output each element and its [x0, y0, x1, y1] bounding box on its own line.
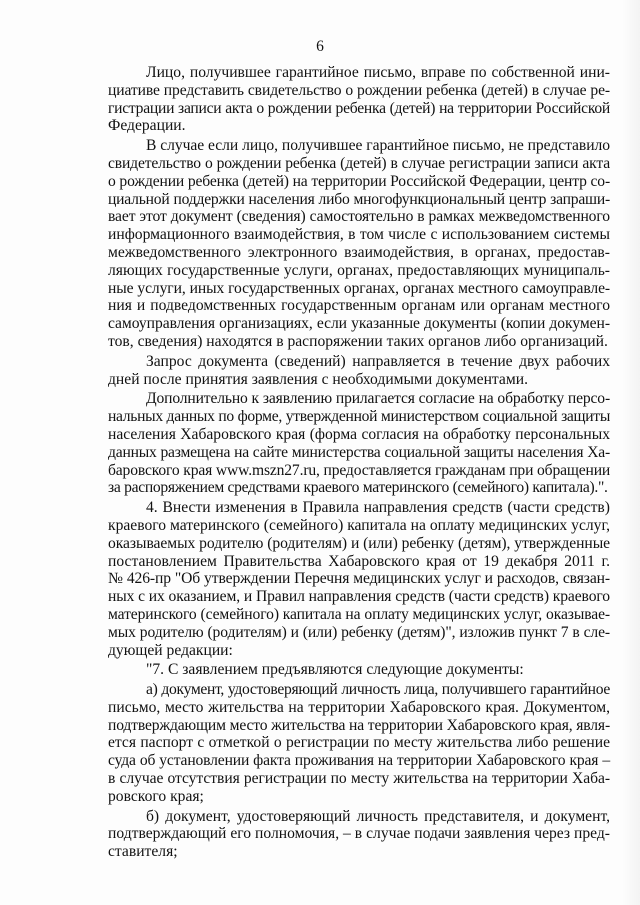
text-line: ставителя;: [108, 843, 178, 861]
text-line: самоуправления организациях, если указанные документы (копии докумен-: [108, 315, 610, 333]
page-number: 6: [316, 38, 324, 55]
text-line: вает этот документ (сведения) самостоятельно в рамках межведомственного: [108, 208, 610, 226]
text-line: Дополнительно к заявлению прилагается согласие на обработку персо-: [146, 390, 610, 408]
text-line: дующей редакции:: [108, 641, 233, 659]
text-line: оказываемых родителю (родителям) и (или) ребенку (детям), утвержденные: [108, 534, 610, 552]
text-line: материнского (семейного) капитала на оплату медицинских услуг, оказывае-: [108, 605, 610, 623]
text-line: Федерации.: [108, 117, 186, 135]
text-line: ные услуги, иных государственных органах, органах местного самоуправле-: [108, 279, 610, 297]
text-line: баровского края www.mszn27.ru, предоставляется гражданам при обращении: [108, 461, 611, 479]
paragraph: [108, 353, 610, 389]
paragraph: [108, 64, 610, 135]
text-line: постановлением Правительства Хабаровского края от 19 декабря 2011 г.: [108, 552, 610, 570]
text-line: ния и подведомственных государственным органам или органам местного: [108, 297, 610, 315]
text-line: гистрации записи акта о рождении ребенка (детей) на территории Российской: [108, 99, 610, 117]
text-line: "7. С заявлением предъявляются следующие документы:: [146, 661, 524, 679]
paragraph: [108, 499, 610, 659]
text-line: б) документ, удостоверяющий личность представителя, и документ,: [146, 807, 610, 825]
paragraph: [108, 661, 610, 679]
text-line: свидетельство о рождении ребенка (детей) в случае регистрации записи акта: [108, 154, 610, 172]
document-body: [108, 64, 610, 863]
text-line: дней после принятия заявления с необходимыми документами.: [108, 370, 528, 388]
scan-edge-shadow: [622, 0, 640, 905]
text-line: о рождении ребенка (детей) на территории Российской Федерации, центр со-: [108, 172, 610, 190]
text-line: 4. Внести изменения в Правила направления средств (части средств): [146, 499, 610, 517]
text-line: межведомственного электронного взаимодействия, в органах, предостав-: [108, 243, 610, 261]
paragraph: [108, 137, 610, 351]
text-line: Лицо, получившее гарантийное письмо, вправе по собственной ини-: [146, 64, 610, 81]
text-line: населения Хабаровского края (форма согласия на обработку персональных: [108, 425, 610, 443]
text-line: ных с их оказанием, и Правил направления средств (части средств) краевого: [108, 588, 610, 606]
text-line: ляющих государственные услуги, органах, предоставляющих муниципаль-: [108, 261, 610, 279]
text-line: информационного взаимодействия, в том числе с использованием системы: [108, 226, 610, 244]
text-line: тов, сведения) находятся в распоряжении таких органов либо организаций.: [108, 332, 608, 350]
text-line: циативе представить свидетельство о рождении ребенка (детей) в случае ре-: [108, 81, 610, 99]
text-line: данных размещена на сайте министерства социальной защиты населения Ха-: [108, 443, 610, 461]
text-line: за распоряжением средствами краевого материнского (семейного) капитала).".: [108, 479, 608, 497]
paragraph: [108, 390, 610, 497]
text-line: письмо, место жительства на территории Хабаровского края. Документом,: [108, 698, 610, 716]
text-line: Запрос документа (сведений) направляется в течение двух рабочих: [146, 352, 610, 370]
text-line: нальных данных по форме, утвержденной министерством социальной защиты: [108, 408, 610, 426]
paragraph: [108, 681, 610, 806]
text-line: а) документ, удостоверяющий личность лица, получившего гарантийное: [146, 681, 610, 699]
text-line: В случае если лицо, получившее гарантийное письмо, не представило: [146, 137, 610, 155]
text-line: краевого материнского (семейного) капитала на оплату медицинских услуг,: [108, 516, 610, 534]
text-line: № 426-пр "Об утверждении Перечня медицинских услуг и расходов, связан-: [108, 570, 610, 588]
text-line: подтверждающим место жительства на территории Хабаровского края, явля-: [108, 716, 610, 734]
text-line: подтверждающий его полномочия, – в случае подачи заявления через пред-: [108, 825, 610, 843]
text-line: ется паспорт с отметкой о регистрации по месту жительства либо решение: [108, 734, 610, 752]
text-line: мых родителю (родителям) и (или) ребенку (детям)", изложив пункт 7 в сле-: [108, 623, 610, 641]
text-line: в случае отсутствия регистрации по месту жительства на территории Хаба-: [108, 770, 610, 788]
text-line: циальной поддержки населения либо многофункциональный центр запраши-: [108, 190, 610, 208]
text-line: ровского края;: [108, 787, 204, 805]
text-line: суда об установлении факта проживания на территории Хабаровского края –: [108, 752, 610, 770]
paragraph: [108, 808, 610, 861]
